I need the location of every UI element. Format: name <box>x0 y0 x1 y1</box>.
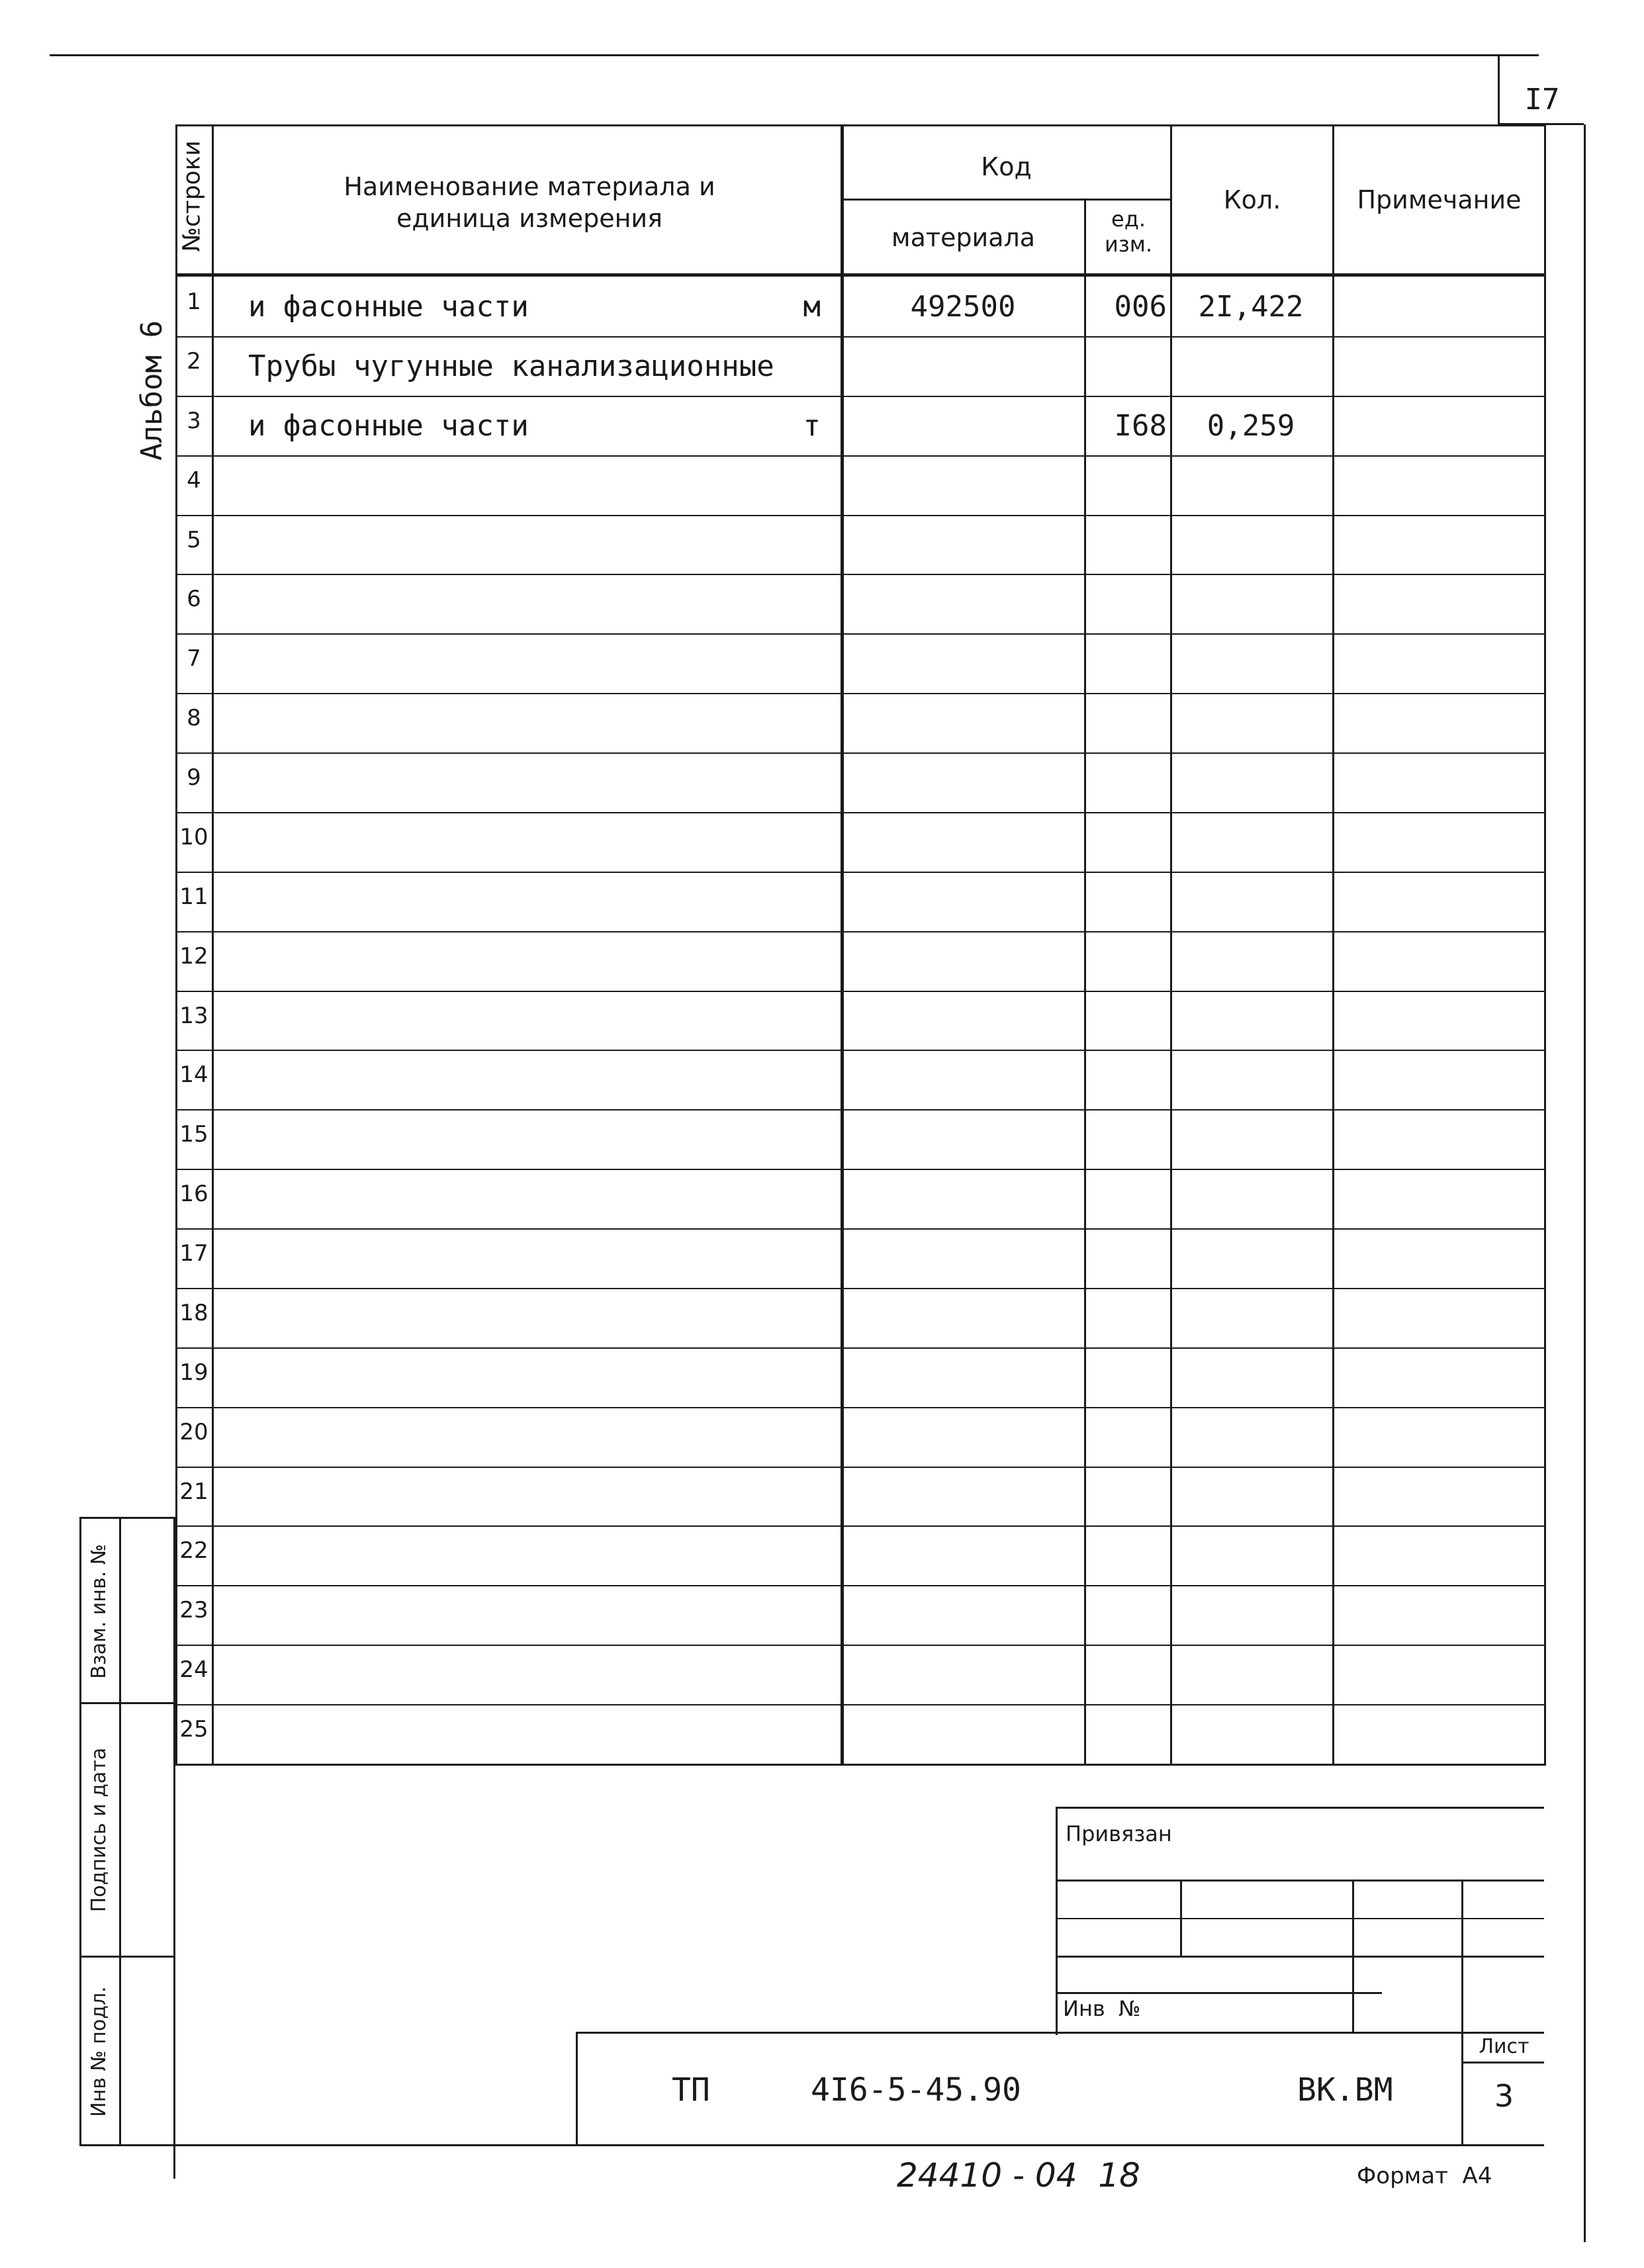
right-edge <box>1584 124 1586 2242</box>
row-number: 10 <box>179 824 208 850</box>
stamp-inv-original: Инв № подл. <box>87 1986 111 2117</box>
header-name: Наименование материала и единица измерения <box>343 172 715 233</box>
material-name: и фасонные части <box>248 290 529 324</box>
row-separator <box>175 991 1544 992</box>
header-code-unit: ед. изм. <box>1104 206 1153 257</box>
sheet-corner-number: I7 <box>1524 83 1560 116</box>
row-number: 11 <box>179 884 208 910</box>
row-separator <box>175 872 1544 873</box>
stamp-replace-inv: Взам. инв. № <box>87 1544 111 1679</box>
row-number: 13 <box>179 1003 208 1029</box>
row-number: 16 <box>179 1181 208 1207</box>
row-number: 17 <box>179 1240 208 1267</box>
inv-no-label: Инв № <box>1063 1996 1141 2021</box>
row-number: 6 <box>187 586 201 612</box>
doc-code: ВК.ВМ <box>1297 2071 1393 2109</box>
row-number: 24 <box>179 1656 208 1683</box>
material-code: 492500 <box>910 290 1016 324</box>
row-number: 20 <box>179 1419 208 1445</box>
row-separator <box>175 1050 1544 1051</box>
row-separator <box>175 515 1544 516</box>
row-separator <box>175 752 1544 754</box>
header-row-no: №строки <box>178 140 206 252</box>
table-bottom <box>175 1764 1544 1766</box>
row-separator <box>175 1169 1544 1170</box>
row-number: 15 <box>179 1121 208 1148</box>
doc-number: 4I6-5-45.90 <box>811 2071 1021 2109</box>
row-number: 4 <box>187 467 201 494</box>
row-number: 22 <box>179 1537 208 1564</box>
row-separator <box>175 1407 1544 1408</box>
handwritten-number: 24410 - 04 18 <box>897 2156 1140 2195</box>
sheet-number: 3 <box>1494 2078 1514 2114</box>
row-number: 23 <box>179 1597 208 1623</box>
row-separator <box>175 633 1544 635</box>
format-label: Формат А4 <box>1357 2163 1492 2189</box>
row-number: 5 <box>187 527 201 553</box>
header-qty: Кол. <box>1223 185 1281 214</box>
row-separator <box>175 574 1544 575</box>
quantity: 2I,422 <box>1198 290 1304 324</box>
header-note: Примечание <box>1357 185 1522 214</box>
doc-prefix: ТП <box>672 2071 710 2109</box>
row-separator <box>175 1645 1544 1646</box>
header-code-material: материала <box>891 223 1036 252</box>
header-code: Код <box>981 152 1032 181</box>
row-number: 25 <box>179 1716 208 1743</box>
row-number: 21 <box>179 1478 208 1505</box>
row-separator <box>175 396 1544 397</box>
sheet-label: Лист <box>1479 2035 1530 2058</box>
row-separator <box>175 1347 1544 1349</box>
album-label: Альбом 6 <box>135 320 169 461</box>
row-separator <box>175 1467 1544 1468</box>
row-number: 14 <box>179 1062 208 1088</box>
unit-label: т <box>803 409 821 443</box>
row-number: 7 <box>187 645 201 672</box>
row-separator <box>175 931 1544 932</box>
row-number: 9 <box>187 764 201 791</box>
table-top <box>175 124 1544 126</box>
row-separator <box>175 812 1544 813</box>
material-name: Трубы чугунные канализационные <box>248 349 774 383</box>
unit-label: м <box>803 290 821 324</box>
row-separator <box>175 1109 1544 1111</box>
row-separator <box>175 1288 1544 1289</box>
row-number: 1 <box>187 289 201 315</box>
stamp-signature-date: Подпись и дата <box>87 1747 111 1913</box>
row-separator <box>175 1228 1544 1230</box>
top-rule <box>50 54 1539 56</box>
row-number: 18 <box>179 1300 208 1326</box>
row-separator <box>175 455 1544 457</box>
unit-code: I68 <box>1114 409 1167 443</box>
header-bottom <box>175 273 1544 277</box>
row-separator <box>175 1704 1544 1705</box>
unit-code: 006 <box>1114 290 1167 324</box>
row-separator <box>175 693 1544 694</box>
row-number: 3 <box>187 408 201 434</box>
row-number: 8 <box>187 705 201 731</box>
frame-bottom <box>173 2144 1544 2146</box>
row-number: 2 <box>187 348 201 375</box>
row-separator <box>175 1585 1544 1586</box>
row-separator <box>175 1525 1544 1527</box>
material-name: и фасонные части <box>248 409 529 443</box>
linked-label: Привязан <box>1066 1821 1172 1846</box>
quantity: 0,259 <box>1207 409 1295 443</box>
row-separator <box>175 336 1544 338</box>
row-number: 12 <box>179 943 208 970</box>
row-number: 19 <box>179 1359 208 1386</box>
